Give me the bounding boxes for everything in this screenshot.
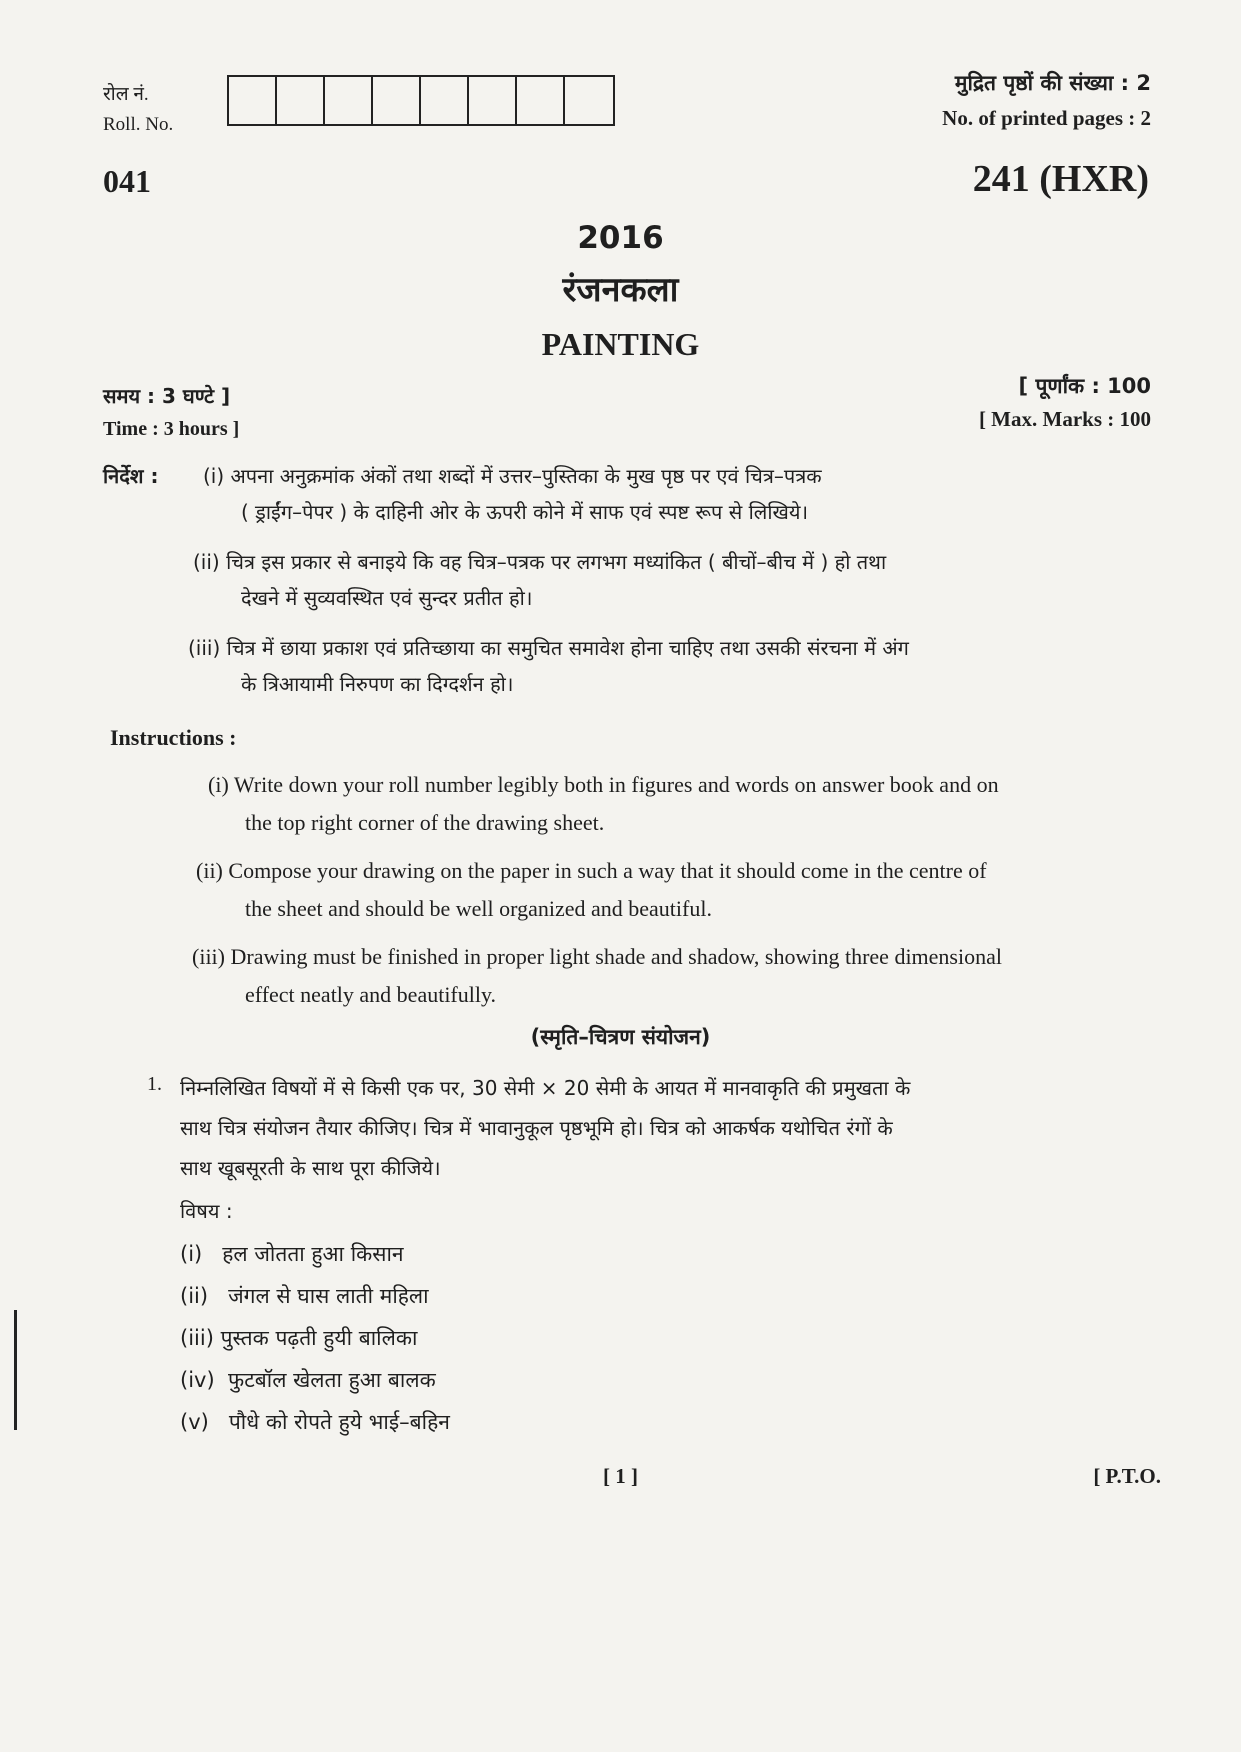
time-english: Time : 3 hours ] (103, 418, 240, 440)
question-line: निम्नलिखित विषयों में से किसी एक पर, 30 सेमी × 20 सेमी के आयत में मानवाकृति की प्रमुखता के (180, 1076, 911, 1100)
subject-code: 041 (103, 163, 151, 199)
time-info (103, 380, 239, 446)
roll-number-boxes[interactable] (227, 75, 615, 126)
question-number: 1. (147, 1073, 162, 1095)
subject-title-hindi: रंजनकला (562, 270, 679, 310)
item-text-continued: देखने में सुव्यवस्थित एवं सुन्दर प्रतीत हो। (241, 586, 533, 610)
item-text-continued: the top right corner of the drawing sheet. (245, 810, 605, 835)
topics-label: विषय : (180, 1199, 233, 1223)
page-number: [ 1 ] (603, 1464, 638, 1488)
topic-item (180, 1282, 429, 1310)
topic-number: (iv) (180, 1368, 215, 1392)
printed-pages-english: No. of printed pages : 2 (942, 106, 1151, 130)
paper-code: 241 (HXR) (972, 158, 1149, 200)
exam-year: 2016 (577, 220, 664, 256)
roll-box[interactable] (517, 77, 565, 124)
item-number: (i) (208, 772, 229, 797)
printed-pages-hindi: मुद्रित पृष्ठों की संख्या : 2 (954, 71, 1151, 95)
roll-box[interactable] (373, 77, 421, 124)
item-text-continued: effect neatly and beautifully. (245, 982, 497, 1007)
subject-title-english: PAINTING (541, 326, 700, 362)
topic-number: (i) (180, 1242, 203, 1266)
question-text (180, 1068, 1155, 1188)
english-instructions-title: Instructions : (110, 725, 237, 750)
english-instruction-item (196, 851, 987, 890)
topic-item (180, 1408, 450, 1436)
topic-item (180, 1366, 436, 1394)
roll-box[interactable] (565, 77, 613, 124)
english-instruction-item (192, 937, 1002, 976)
topic-text: पुस्तक पढ़ती हुयी बालिका (220, 1326, 418, 1350)
marks-english: [ Max. Marks : 100 (978, 407, 1151, 431)
english-instruction-item (208, 765, 999, 804)
item-text-continued: के त्रिआयामी निरुपण का दिग्दर्शन हो। (241, 672, 514, 696)
roll-box[interactable] (325, 77, 373, 124)
roll-box[interactable] (469, 77, 517, 124)
item-number: (ii) (193, 550, 220, 574)
item-text: Write down your roll number legibly both in figures and words on answer book and on (233, 772, 999, 797)
topic-text: पौधे को रोपते हुये भाई–बहिन (228, 1410, 450, 1434)
section-title: (स्मृति–चित्रण संयोजन) (530, 1025, 711, 1049)
item-number: (i) (203, 464, 225, 488)
topic-number: (v) (180, 1410, 209, 1434)
printed-pages-info (942, 66, 1151, 136)
item-text: Drawing must be finished in proper light shade and shadow, showing three dimensional (230, 944, 1002, 969)
topic-item (180, 1240, 404, 1268)
item-number: (ii) (196, 858, 223, 883)
question-line: साथ खूबसूरती के साथ पूरा कीजिये। (180, 1156, 441, 1180)
roll-label-english: Roll. No. (103, 114, 174, 135)
topic-number: (ii) (180, 1284, 209, 1308)
please-turn-over: [ P.T.O. (1093, 1464, 1161, 1488)
roll-box[interactable] (229, 77, 277, 124)
topic-text: हल जोतता हुआ किसान (222, 1242, 404, 1266)
roll-label-hindi: रोल नं. (103, 84, 149, 105)
item-text-continued: ( ड्राईंग–पेपर ) के दाहिनी ओर के ऊपरी कोने में साफ एवं स्पष्ट रूप से लिखिये। (241, 500, 809, 524)
item-number: (iii) (188, 636, 221, 660)
item-text: चित्र में छाया प्रकाश एवं प्रतिच्छाया का समुचित समावेश होना चाहिए तथा उसकी संरचना में अंग (226, 636, 909, 660)
marks-hindi: [ पूर्णांक : 100 (1018, 374, 1151, 398)
item-number: (iii) (192, 944, 225, 969)
topic-text: फुटबॉल खेलता हुआ बालक (228, 1368, 436, 1392)
item-text: चित्र इस प्रकार से बनाइये कि वह चित्र–पत्रक पर लगभग मध्यांकित ( बीचों–बीच में ) हो तथा (226, 550, 887, 574)
hindi-instructions-label: निर्देश : (103, 464, 159, 488)
roll-box[interactable] (277, 77, 325, 124)
roll-box[interactable] (421, 77, 469, 124)
margin-mark (14, 1310, 17, 1430)
max-marks-info (979, 370, 1151, 436)
item-text: Compose your drawing on the paper in such a way that it should come in the centre of (228, 858, 987, 883)
item-text-continued: the sheet and should be well organized and beautiful. (245, 896, 712, 921)
topic-text: जंगल से घास लाती महिला (228, 1284, 429, 1308)
item-text: अपना अनुक्रमांक अंकों तथा शब्दों में उत्तर–पुस्तिका के मुख पृष्ठ पर एवं चित्र–पत्रक (230, 464, 822, 488)
question-line: साथ चित्र संयोजन तैयार कीजिए। चित्र में भावानुकूल पृष्ठभूमि हो। चित्र को आकर्षक यथोचित रंगों के (180, 1116, 893, 1140)
hindi-instruction-item (193, 544, 886, 580)
roll-number-label (103, 80, 173, 140)
topic-item (180, 1324, 417, 1352)
topic-number: (iii) (180, 1326, 214, 1350)
hindi-instruction-item (203, 458, 822, 494)
time-hindi: समय : 3 घण्टे ] (103, 384, 231, 408)
hindi-instruction-item (188, 630, 909, 666)
